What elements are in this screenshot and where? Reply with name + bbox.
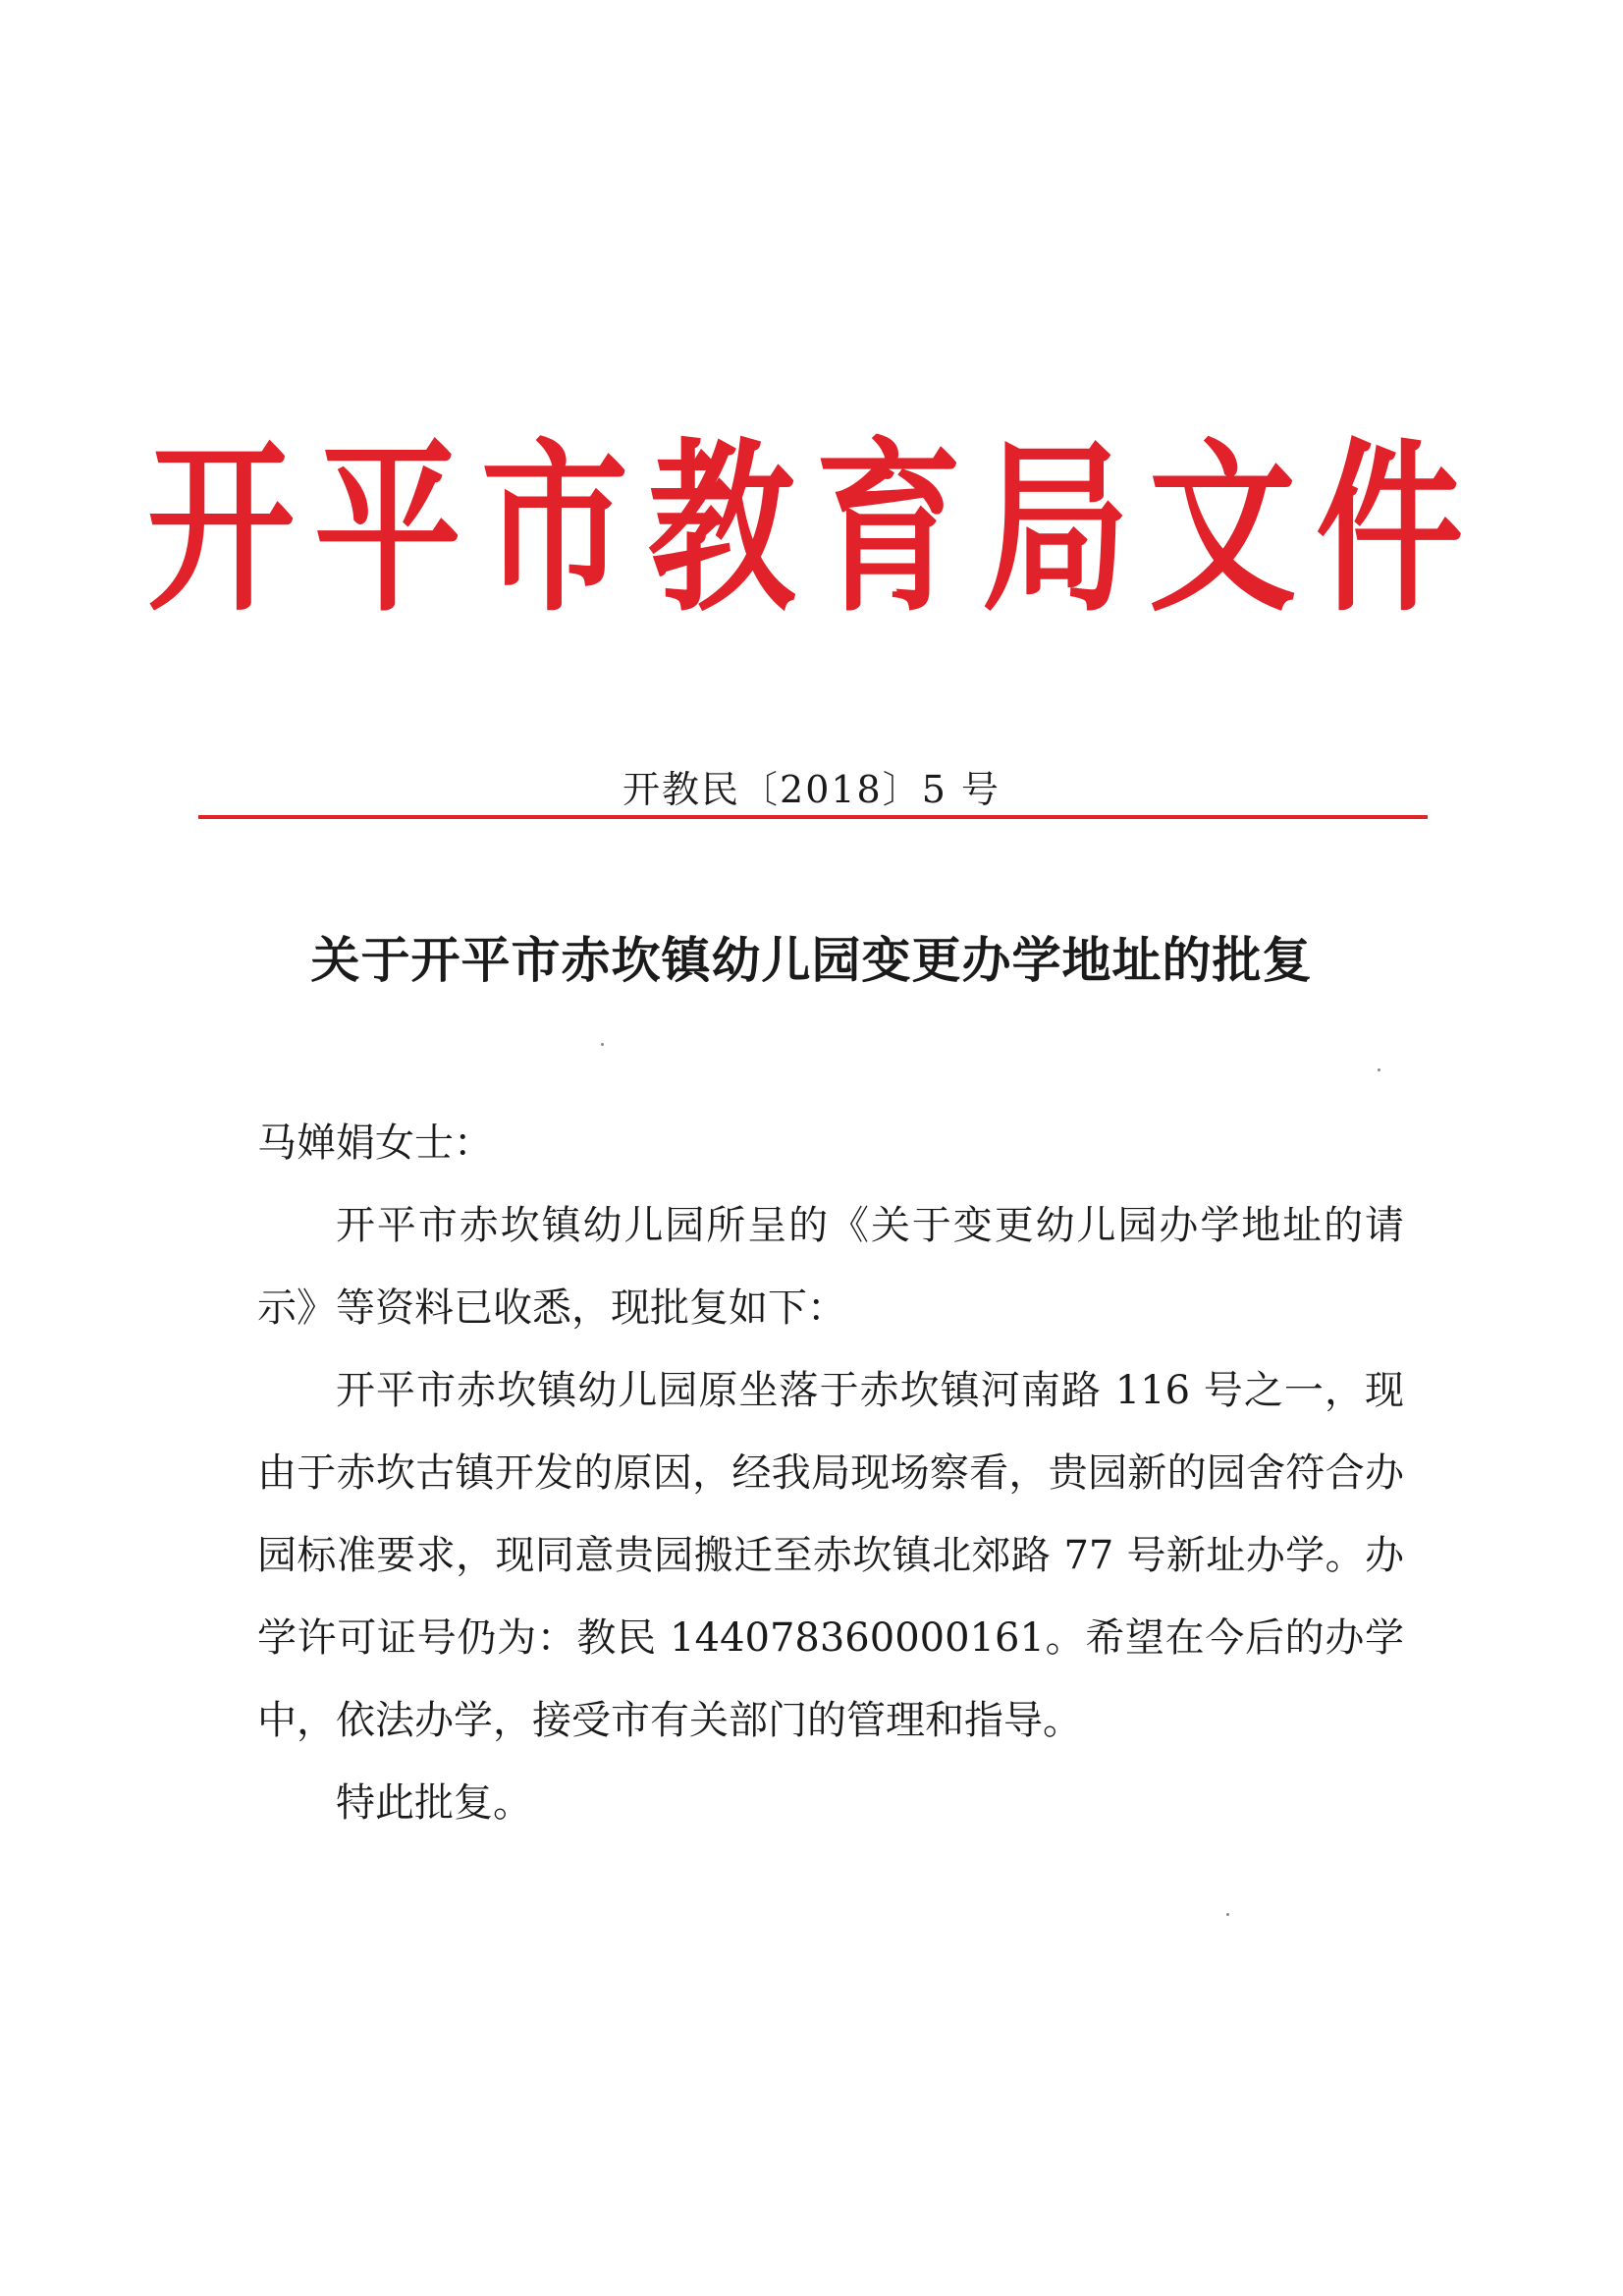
document-number: 开教民〔2018〕5 号 xyxy=(622,768,1001,811)
body-paragraph: 开平市赤坎镇幼儿园所呈的《关于变更幼儿园办学地址的请示》等资料已收悉，现批复如下： xyxy=(257,1203,1404,1331)
masthead-char: 平 xyxy=(313,423,461,637)
masthead-char: 教 xyxy=(647,423,795,637)
scan-speck xyxy=(1378,1068,1380,1071)
masthead-char: 市 xyxy=(480,423,628,637)
masthead-char: 件 xyxy=(1316,423,1464,637)
masthead-char: 文 xyxy=(1149,423,1297,637)
scan-speck xyxy=(1226,1913,1229,1916)
masthead xyxy=(146,422,1464,638)
masthead-char: 开 xyxy=(146,423,295,637)
scan-speck xyxy=(601,1043,604,1046)
salutation: 马婵娟女士： xyxy=(257,1121,493,1166)
closing-line: 特此批复。 xyxy=(336,1780,532,1826)
document-body xyxy=(257,1102,1404,1844)
masthead-char: 局 xyxy=(982,423,1130,637)
document-title: 关于开平市赤坎镇幼儿园变更办学地址的批复 xyxy=(310,932,1313,989)
masthead-char: 育 xyxy=(815,423,963,637)
red-divider xyxy=(198,815,1428,819)
body-paragraph: 开平市赤坎镇幼儿园原坐落于赤坎镇河南路 116 号之一，现由于赤坎古镇开发的原因，经我局现场察看，贵园新的园舍符合办园标准要求，现同意贵园搬迁至赤坎镇北郊路 77 号新址办学。办学许可证号仍为：教民 144078360000161。希望在今后的办学中，依法办学，接受市有关部门的管理和指导。 xyxy=(257,1368,1404,1743)
